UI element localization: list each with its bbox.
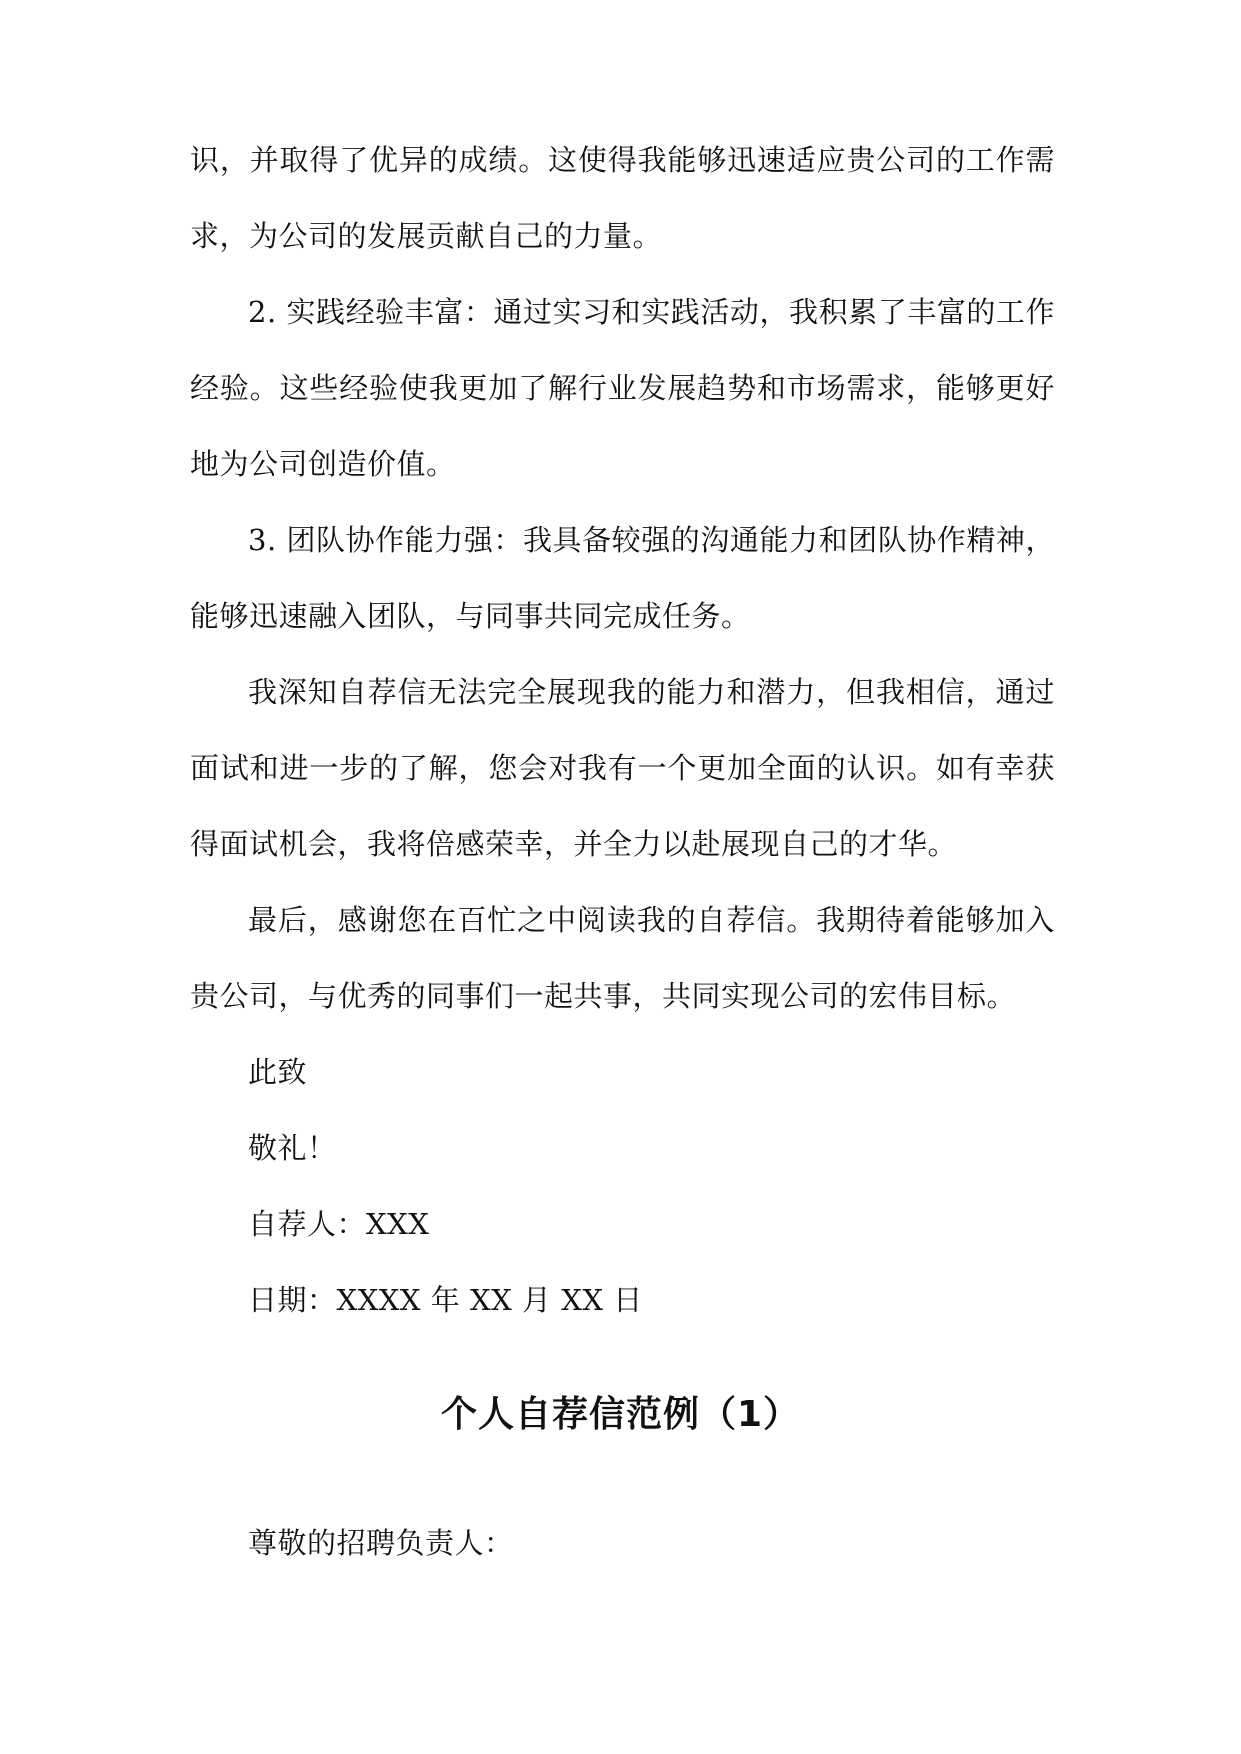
letter-body <box>190 122 1055 1338</box>
paragraph-teamwork: 3. 团队协作能力强：我具备较强的沟通能力和团队协作精神，能够迅速融入团队，与同事共同完成任务。 <box>190 523 1055 633</box>
signature-line: 自荐人：XXX <box>248 1207 430 1241</box>
paragraph-practical-experience: 2. 实践经验丰富：通过实习和实践活动，我积累了丰富的工作经验。这些经验使我更加了解行业发展趋势和市场需求，能够更好地为公司创造价值。 <box>190 295 1055 481</box>
salutation: 尊敬的招聘负责人： <box>248 1526 514 1560</box>
date-line: 日期：XXXX 年 XX 月 XX 日 <box>248 1283 643 1317</box>
closing-salute: 敬礼！ <box>248 1131 337 1165</box>
paragraph-interview-request: 我深知自荐信无法完全展现我的能力和潜力，但我相信，通过面试和进一步的了解，您会对我有一个更加全面的认识。如有幸获得面试机会，我将倍感荣幸，并全力以赴展现自己的才华。 <box>190 675 1055 861</box>
closing-phrase: 此致 <box>248 1055 308 1089</box>
section-title: 个人自荐信范例（1） <box>440 1394 801 1435</box>
paragraph-closing-thanks: 最后，感谢您在百忙之中阅读我的自荐信。我期待着能够加入贵公司，与优秀的同事们一起共事，共同实现公司的宏伟目标。 <box>190 903 1055 1013</box>
new-letter-body <box>190 1505 1055 1581</box>
paragraph-continuation: 识，并取得了优异的成绩。这使得我能够迅速适应贵公司的工作需求，为公司的发展贡献自己的力量。 <box>190 143 1055 253</box>
